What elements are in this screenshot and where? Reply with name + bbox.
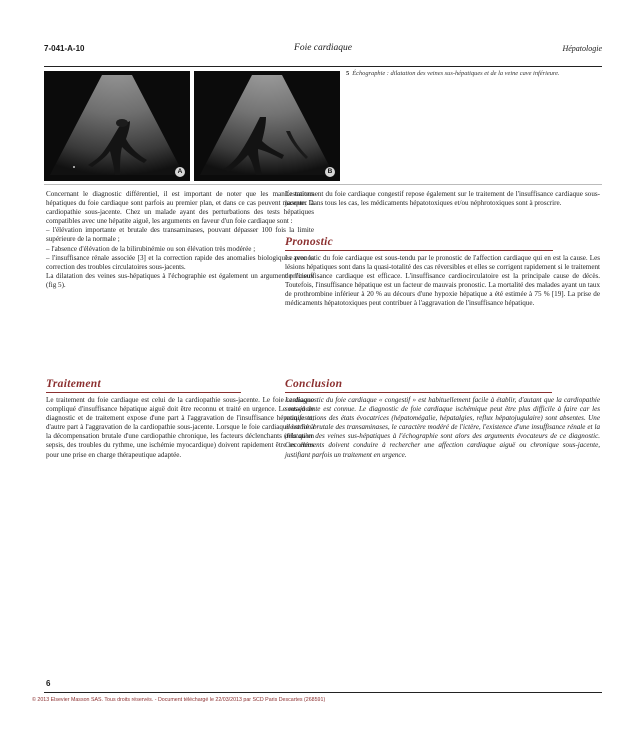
left-column-intro [46,190,314,290]
list-item-renal-failure: – l'insuffisance rénale associée [3] et la correction rapide des anomalies biologiques avec la correction des troubles circulatoires sous-jacents. [46,253,314,271]
figure-caption-text: Échographie : dilatation des veines sus-hépatiques et de la veine cave inférieure. [352,70,560,77]
footer-rule [44,692,602,693]
ultrasound-image-b [194,71,340,181]
right-column-conclusion [285,396,600,460]
right-column-traitement-cont [285,190,600,208]
paragraph-traitement-continued: Le traitement du foie cardiaque congestif repose également sur le traitement de l'insuffisance cardiaque sous-jacente. Dans tous les cas, les médicaments hépatotoxiques et/ou néphrotoxiques sont à proscrire. [285,190,600,208]
running-title: Foie cardiaque [294,43,352,53]
right-column-pronostic [285,254,600,309]
heading-conclusion-rule [285,392,552,393]
figure-ultrasound [44,71,340,181]
figure-number: 5 [346,70,350,77]
figure-caption [346,70,604,78]
left-column-traitement [46,396,314,460]
panel-label-b: B [325,167,335,177]
page-number: 6 [46,679,51,688]
heading-traitement-rule [46,392,241,393]
paragraph-traitement: Le traitement du foie cardiaque est celui de la cardiopathie sous-jacente. Le foie cardiaque compliqué d'insuffisance hépatique aiguë doit être reconnu et traité en urgence. Le retard de diagnostic et de traitement expose d'une part à l'aggravation de l'insuffisance hépatique et, d'autre part à l'aggravation de la cardiopathie sous-jacente. Lorsque le foie cardiaque est lié à la décompensation brutale d'une cardiopathie chronique, les facteurs déclenchants (tels qu'un sepsis, des troubles du rythme, une ischémie myocardique) doivent rapidement être reconnus pour une prise en charge thérapeutique adaptée. [46,396,314,459]
copyright-footer: © 2013 Elsevier Masson SAS. Tous droits réservés. - Document téléchargé le 22/03/2013 par SCD Paris Descartes (268591) [32,697,326,703]
paragraph-ultrasound-argument: La dilatation des veines sus-hépatiques à l'échographie est également un argument précieux (fig 5). [46,271,314,289]
heading-pronostic [285,236,333,248]
paragraph-conclusion: Le diagnostic du foie cardiaque « congestif » est habituellement facile à établir, d'autant que la cardiopathie sous-jacente est connue. Le diagnostic de foie cardiaque ischémique peut être plus difficile à faire car les manifestations des états évocatrices (hépatomégalie, hépatalgies, reflux hépatojugulaire) sont absentes. Une élévation brutale des transaminases, le caractère modéré de l'ictère, l'existence d'une insuffisance rénale et la dilatation des veines sus-hépatiques à l'échographie sont alors des arguments évocateurs de ce diagnostic. Ces éléments doivent conduire à rechercher une affection cardiaque aiguë ou chronique sous-jacente, justifiant parfois un traitement en urgence. [285,396,600,459]
heading-traitement-text: Traitement [46,378,101,390]
ultrasound-image-a [44,71,190,181]
figure-rule [44,184,602,185]
header-rule [44,66,602,67]
heading-conclusion [285,378,342,390]
section-name: Hépatologie [562,44,602,53]
heading-traitement [46,378,101,390]
paragraph-differential-diagnosis: Concernant le diagnostic différentiel, il est important de noter que les manifestations hépatiques du foie cardiaque sont parfois au premier plan, et dans ce cas peuvent masquer la cardiopathie sous-jacente. Chez un malade ayant des perturbations des tests hépatiques compatibles avec une hépatite aiguë, les arguments en faveur d'un foie cardiaque sont : [46,190,314,226]
heading-conclusion-text: Conclusion [285,378,343,390]
list-item-transaminases: – l'élévation importante et brutale des transaminases, pouvant dépasser 100 fois la limite supérieure de la normale ; [46,226,314,244]
paragraph-pronostic: Le pronostic du foie cardiaque est sous-tendu par le pronostic de l'affection cardiaque qui en est la cause. Les lésions hépatiques sont dans la quasi-totalité des cas réversibles et elles se corrigent rapidement si le traitement de l'insuffisance cardiaque est efficace. L'insuffisance cardiocirculatoire est la principale cause de décès. Toutefois, l'insuffisance hépatique est un facteur de mauvais pronostic. La mortalité des malades ayant un taux de prothrombine inférieur à 20 % au décours d'une hypoxie hépatique a été estimée à 75 % [19]. La prise de médicaments hépatotoxiques peut contribuer à l'aggravation de l'insuffisance hépatique. [285,254,600,308]
list-item-bilirubin: – l'absence d'élévation de la bilirubinémie ou son élévation très modérée ; [46,244,256,253]
heading-pronostic-text: Pronostic [285,236,334,248]
panel-label-a: A [175,167,185,177]
heading-pronostic-rule [285,250,553,251]
article-reference: 7-041-A-10 [44,44,85,53]
running-header [44,44,602,58]
